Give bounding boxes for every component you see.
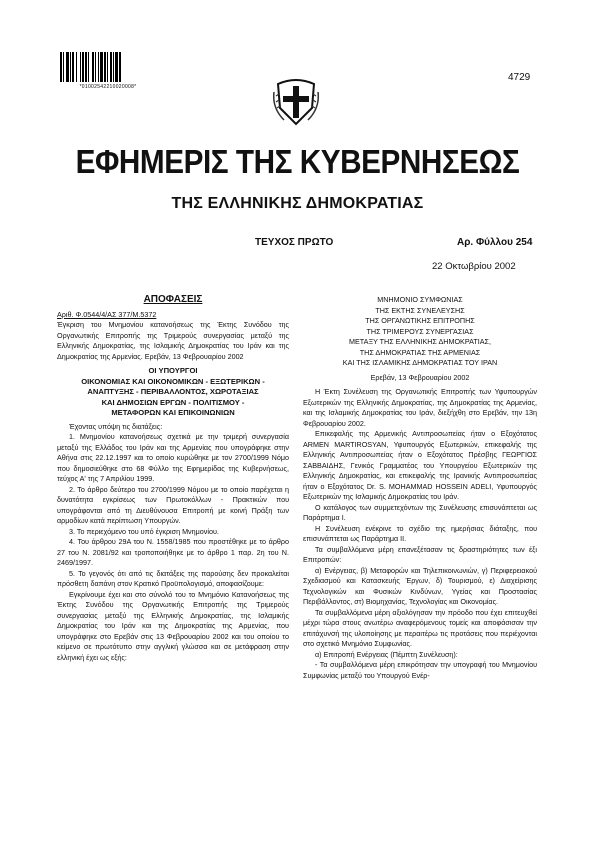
memorandum-heading: ΜΝΗΜΟΝΙΟ ΣΥΜΦΩΝΙΑΣ	[377, 295, 463, 304]
right-column	[303, 295, 537, 681]
barcode-number: *01002542210020008*	[79, 84, 137, 90]
paragraph: Τα συμβαλλόμενα μέρη αξιολόγησαν την πρόοδο που έχει επιτευχθεί μέχρι τώρα στους ανωτέρω αναφερόμενους τομείς και αποφάσισαν την επιτάχυνσή της υλοποίησης με περαιτέρω τις προτάσεις που περιέχονται στο σχετικό Μνημόνιο Συμφωνίας.	[303, 607, 537, 648]
paragraph: Τα συμβαλλόμενα μέρη επανεξέτασαν τις δραστηριότητες των έξι Επιτροπών:	[303, 544, 537, 564]
issue-date: 22 Οκτωβρίου 2002	[432, 261, 516, 272]
decision-reference: Αριθ. Φ.0544/4/ΑΣ 377/Μ.5372	[57, 309, 157, 319]
paragraph: - Τα συμβαλλόμενα μέρη επικρότησαν την υπογραφή του Μνημονίου Συμφωνίας μεταξύ του Υπουργού Ενέρ-	[303, 660, 537, 680]
ministers-line: ΟΙΚΟΝΟΜΙΑΣ ΚΑΙ ΟΙΚΟΝΟΜΙΚΩΝ - ΕΞΩΤΕΡΙΚΩΝ -	[81, 376, 265, 386]
left-column	[57, 295, 289, 663]
coat-of-arms-icon	[272, 74, 320, 128]
gazette-title: ΕΦΗΜΕΡΙΣ ΤΗΣ ΚΥΒΕΡΝΗΣΕΩΣ	[75, 143, 520, 180]
issue-label: ΤΕΥΧΟΣ ΠΡΩΤΟ	[255, 237, 334, 248]
gazette-subtitle: ΤΗΣ ΕΛΛΗΝΙΚΗΣ ΔΗΜΟΚΡΑΤΙΑΣ	[171, 195, 424, 212]
paragraph: Η Έκτη Συνέλευση της Οργανωτικής Επιτροπής των Υφυπουργών Εξωτερικών της Ελληνικής Δημοκρατίας, της Δημοκρατίας της Αρμενίας, και της Ισλαμικής Δημοκρατίας του Ιράν, διεξήχθη στο Ερεβάν, την 13η Φεβρουαρίου 2002.	[303, 387, 537, 428]
paragraph: Ο κατάλογος των συμμετεχόντων της Συνέλευσης επισυνάπτεται ως Παράρτημα Ι.	[303, 502, 537, 522]
ministers-line: ΟΙ ΥΠΟΥΡΓΟΙ	[148, 366, 198, 375]
paragraph: Έχοντας υπόψη τις διατάξεις:	[69, 421, 163, 431]
paragraph: 3. Το περιεχόμενο του υπό έγκριση Μνημονίου.	[69, 526, 219, 536]
barcode-bar	[121, 52, 122, 82]
sheet-number: Αρ. Φύλλου 254	[457, 237, 533, 248]
place-date: Ερεβάν, 13 Φεβρουαρίου 2002	[370, 372, 470, 382]
paragraph: 4. Του άρθρου 29Α του Ν. 1558/1985 που προστέθηκε με το άρθρο 27 του Ν. 2081/92 και τροποποιήθηκε με το άρθρο 1 παρ. 2η του Ν. 2469/1997.	[57, 537, 289, 567]
section-heading: ΑΠΟΦΑΣΕΙΣ	[143, 294, 203, 305]
paragraph: 2. Το άρθρο δεύτερο του 2700/1999 Νόμου με το οποίο παρέχεται η δυνατότητα εγκρίσεως των Πρωτοκόλλων - Πρακτικών που υπογράφονται από τη Διευθύνουσα Επιτροπή με κοινή Πράξη των αρμοδίων κατά περίπτωση Υπουργών.	[57, 484, 289, 525]
ministers-line: ΜΕΤΑΦΟΡΩΝ ΚΑΙ ΕΠΙΚΟΙΝΩΝΙΩΝ	[111, 408, 235, 417]
page-number: 4729	[508, 72, 531, 83]
memorandum-heading: ΤΗΣ ΕΚΤΗΣ ΣΥΝΕΛΕΥΣΗΣ	[375, 305, 465, 315]
paragraph: α) Επιτροπή Ενέργειας (Πέμπτη Συνέλευση):	[315, 649, 458, 659]
decision-intro: Έγκριση του Μνημονίου κατανοήσεως της Έκτης Συνόδου της Οργανωτικής Επιτροπής της Τριμερούς συνεργασίας μεταξύ της Ελληνικής Δημοκρατίας, της Ισλαμικής Δημοκρατίας του Ιράν και της Δημοκρατίας της Αρμενίας. Ερεβάν, 13 Φεβρουαρίου 2002	[57, 320, 289, 361]
memorandum-heading: ΤΗΣ ΤΡΙΜΕΡΟΥΣ ΣΥΝΕΡΓΑΣΙΑΣ	[366, 326, 474, 336]
ministers-line: ΚΑΙ ΔΗΜΟΣΙΩΝ ΕΡΓΩΝ - ΠΟΛΙΤΙΣΜΟΥ -	[101, 397, 245, 407]
paragraph: 1. Μνημονίου κατανοήσεως σχετικά με την τριμερή συνεργασία μεταξύ της Ελλάδος του Ιράν και της Αρμενίας που υπογράφηκε στην Αθήνα στις 22.12.1997 και το οποίο κυρώθηκε με τον 2700/1999 Νόμο που δημοσιεύθηκε στο 68 Φύλλο της Εφημερίδας της Κυβερνήσεως, τεύχος Α' της 7 Απριλίου 1999.	[57, 432, 289, 483]
paragraph: α) Ενέργειας, β) Μεταφορών και Τηλεπικοινωνιών, γ) Περιφερειακού Σχεδιασμού και Κατασκευής Έργων, δ) Τουρισμού, ε) Διαχείρισης Τεχνολογικών και Φυσικών Κινδύνων, Υγείας και Προστασίας Περιβάλλοντος, στ) Βιομηχανίας, Τεχνολογίας και Οικονομίας.	[303, 565, 537, 606]
memorandum-heading: ΚΑΙ ΤΗΣ ΙΣΛΑΜΙΚΗΣ ΔΗΜΟΚΡΑΤΙΑΣ ΤΟΥ ΙΡΑΝ	[342, 358, 498, 367]
paragraph: 5. Το γεγονός ότι από τις διατάξεις της παρούσης δεν προκαλείται πρόσθετη δαπάνη στον Κρατικό Προϋπολογισμό, αποφασίζουμε:	[57, 568, 289, 588]
ministers-line: ΑΝΑΠΤΥΞΗΣ - ΠΕΡΙΒΑΛΛΟΝΤΟΣ, ΧΩΡΟΤΑΞΙΑΣ	[87, 387, 259, 396]
memorandum-heading: ΜΕΤΑΞΥ ΤΗΣ ΕΛΛΗΝΙΚΗΣ ΔΗΜΟΚΡΑΤΙΑΣ,	[349, 337, 491, 346]
barcode	[60, 46, 156, 82]
memorandum-heading: ΤΗΣ ΔΗΜΟΚΡΑΤΙΑΣ ΤΗΣ ΑΡΜΕΝΙΑΣ	[359, 347, 481, 357]
paragraph: Η Συνέλευση ενέκρινε το σχέδιο της ημερήσιας διάταξης, που επισυνάπτεται ως Παράρτημα ΙΙ.	[303, 523, 537, 543]
paragraph: Επικεφαλής της Αρμενικής Αντιπροσωπείας ήταν ο Εξοχότατος ARMEN MARTIROSYAN, Υφυπουργός Εξωτερικών, επικεφαλής της Ελληνικής Αντιπροσωπείας ήταν ο Εξοχότατος Πρέσβης ΓΕΩΡΓΙΟΣ ΣΑΒΒΑΙΔΗΣ, Γενικός Γραμματέας του Υπουργείου Εξωτερικών της Ελληνικής Δημοκρατίας, και επικεφαλής της Ιρανικής Αντιπροσωπείας ήταν ο Εξοχότατος Dr. S. MOHAMMAD HOSSEIN ADELI, Υφυπουργός Εξωτερικών της Ισλαμικής Δημοκρατίας του Ιράν.	[303, 429, 537, 501]
paragraph: Εγκρίνουμε έχει και στο σύνολό του το Μνημόνιο Κατανοήσεως της Έκτης Συνόδου της Οργανωτικής Επιτροπής της Τριμερούς συνεργασίας μεταξύ της Ελληνικής Δημοκρατίας, της Ισλαμικής Δημοκρατίας του Ιράν και της Δημοκρατίας της Αρμενίας, που υπογράφηκε στο Ερεβάν στις 13 Φεβρουαρίου 2002 και του οποίου το κείμενο σε πρωτότυπο στην αγγλική γλώσσα και σε μετάφραση στην ελληνική έχει ως εξής:	[57, 589, 289, 662]
memorandum-heading: ΤΗΣ ΟΡΓΑΝΩΤΙΚΗΣ ΕΠΙΤΡΟΠΗΣ	[365, 316, 475, 325]
